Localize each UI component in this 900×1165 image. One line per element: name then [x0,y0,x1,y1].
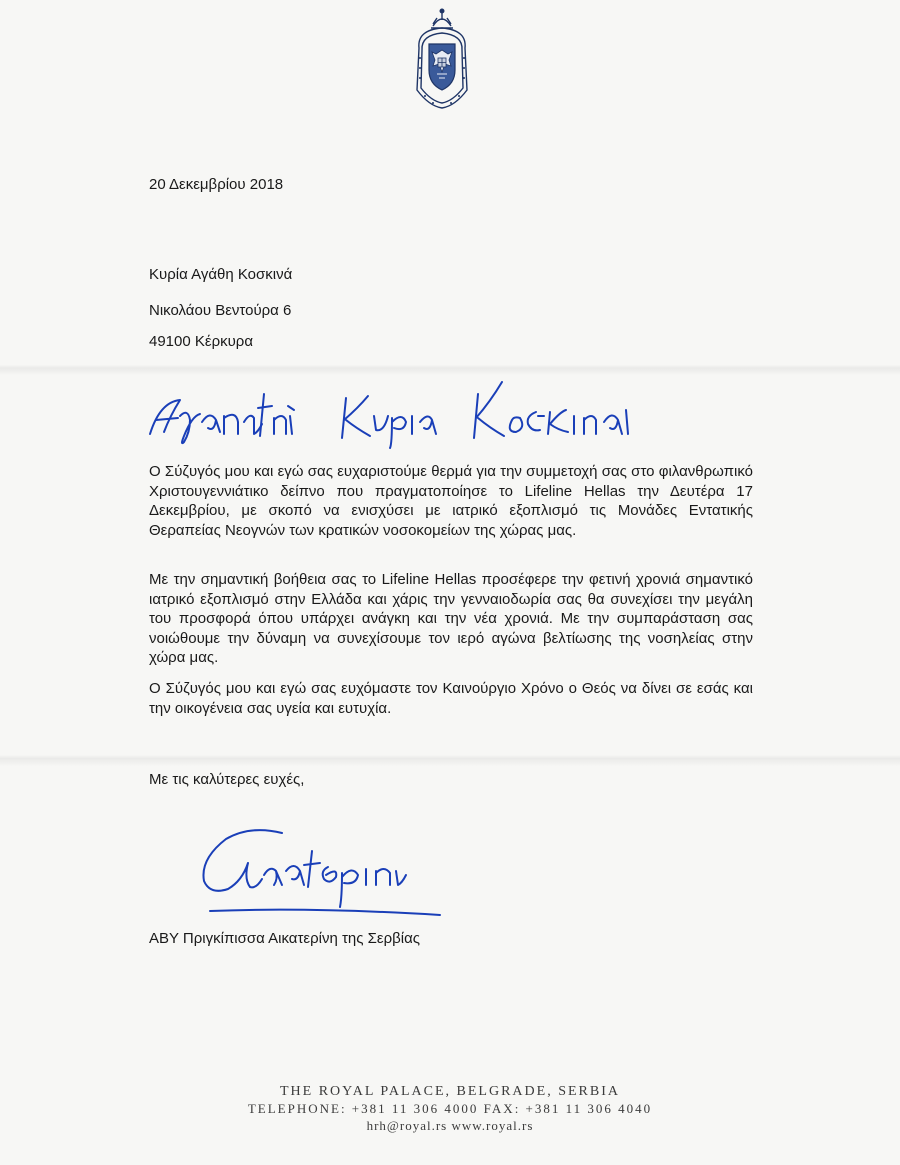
royal-crest-icon [411,8,473,112]
letter-closing: Με τις καλύτερες ευχές, [149,771,305,788]
footer-phones: TELEPHONE: +381 11 306 4000 FAX: +381 11 306 4040 [247,1101,653,1116]
paragraph-wishes: Ο Σύζυγός μου και εγώ σας ευχόμαστε τον Καινούργιο Χρόνο ο Θεός να δίνει σε εσάς και την οικογένεια σας υγεία και ευτυχία. [149,680,753,717]
signer-name: ΑΒΥ Πριγκίπισσα Αικατερίνη της Σερβίας [149,930,420,947]
recipient-street: Νικολάου Βεντούρα 6 [149,302,292,319]
handwritten-greeting [140,372,640,452]
paragraph-thanks: Ο Σύζυγός μου και εγώ σας ευχαριστούμε θερμά για την συμμετοχή σας στο φιλανθρωπικό Χριστουγεννιάτικο δείπνο που πραγματοποίησε το Lifeline Hellas την Δευτέρα 17 Δεκεμβρίου, με σκοπό να ενισχύσει με ιατρικό εξοπλισμό τις Μονάδες Εντατικής Θεραπείας Νεογνών των κρατικών νοσοκομείων της χώρας μας. [149,463,753,539]
recipient-name: Κυρία Αγάθη Κοσκινά [149,266,293,283]
recipient-city: 49100 Κέρκυρα [149,333,254,350]
footer-web: hrh@royal.rs www.royal.rs [366,1118,534,1133]
letter-date: 20 Δεκεμβρίου 2018 [149,176,284,193]
handwritten-signature [190,815,460,930]
paragraph-contribution: Με την σημαντική βοήθεια σας το Lifeline Hellas προσέφερε την φετινή χρονιά σημαντικό ιατρικό εξοπλισμό στην Ελλάδα και χάρις την γενναιοδωρία σας θα συνεχίσει την μεγάλη του προσφορά όπου υπάρχει ανάγκη και την νέα χρονιά. Με την συμπαράσταση σας νοιώθουμε την δύναμη να συνεχίσουμε τον ιερό αγώνα βελτίωσης της νοσηλείας στην χώρα μας. [149,571,753,666]
footer-address: THE ROYAL PALACE, BELGRADE, SERBIA [280,1084,620,1099]
